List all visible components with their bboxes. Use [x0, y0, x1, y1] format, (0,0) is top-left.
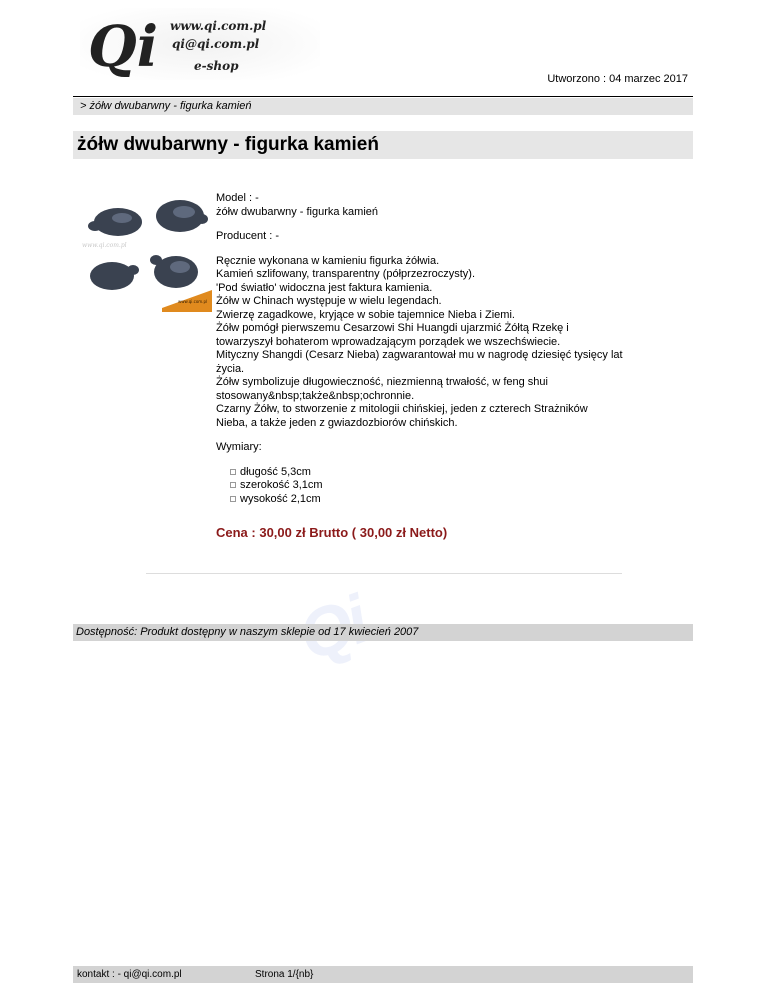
- created-date: Utworzono : 04 marzec 2017: [547, 73, 688, 85]
- footer: [73, 966, 693, 983]
- price: Cena : 30,00 zł Brutto ( 30,00 zł Netto): [216, 525, 448, 540]
- description-line: życia.: [216, 362, 245, 375]
- dimension-item: długość 5,3cm: [230, 466, 676, 480]
- logo-email: qi@qi.com.pl: [172, 37, 260, 51]
- content-divider: [146, 573, 622, 574]
- product-description: [216, 255, 676, 431]
- footer-contact[interactable]: kontakt : - qi@qi.com.pl: [77, 969, 182, 980]
- description-line: Ręcznie wykonana w kamieniu figurka żółwia.: [216, 254, 440, 267]
- page-number: Strona 1/{nb}: [255, 969, 314, 980]
- description-line: Mityczny Shangdi (Cesarz Nieba) zagwarantował mu w nagrodę dziesięć tysięcy lat: [216, 349, 623, 361]
- description-line: Żółw symbolizuje długowieczność, niezmienną trwałość, w feng shui: [216, 376, 548, 388]
- dimension-item: szerokość 3,1cm: [230, 479, 676, 493]
- image-watermark: www.qi.com.pl: [82, 242, 127, 249]
- description-line: stosowany&nbsp;także&nbsp;ochronnie.: [216, 389, 415, 402]
- description-line: Zwierzę zagadkowe, kryjące w sobie tajemnice Nieba i Ziemi.: [216, 308, 515, 321]
- producer-label: Producent : -: [216, 230, 279, 242]
- dimensions-list: [216, 466, 676, 507]
- shop-logo: [80, 8, 320, 80]
- description-line: Żółw pomógł pierwszemu Cesarzowi Shi Huangdi ujarzmić Żółtą Rzekę i: [216, 322, 569, 334]
- header-divider: [73, 96, 693, 97]
- description-line: Czarny Żółw, to stworzenie z mitologii chińskiej, jeden z czterech Strażników: [216, 403, 588, 415]
- description-line: Żółw w Chinach występuje w wielu legendach.: [216, 295, 442, 307]
- logo-url: www.qi.com.pl: [170, 19, 267, 33]
- product-image: [80, 192, 212, 312]
- description-line: towarzyszył bohaterom wprowadzającym porządek we wszechświecie.: [216, 335, 561, 348]
- logo-brand: Qi: [88, 14, 159, 80]
- availability-bar: Dostępność: Produkt dostępny w naszym sklepie od 17 kwiecień 2007: [73, 624, 693, 641]
- dimensions-label: Wymiary:: [216, 441, 262, 453]
- model-value: żółw dwubarwny - figurka kamień: [216, 205, 379, 218]
- logo-eshop: e-shop: [194, 59, 239, 73]
- description-line: Kamień szlifowany, transparentny (półprzezroczysty).: [216, 268, 476, 280]
- description-line: Nieba, a także jeden z gwiazdozbiorów chińskich.: [216, 416, 458, 429]
- dimension-item: wysokość 2,1cm: [230, 493, 676, 507]
- product-info: [216, 192, 676, 506]
- image-watermark-corner: www.qi.com.pl: [178, 299, 208, 304]
- page-title: żółw dwubarwny - figurka kamień: [73, 131, 693, 159]
- breadcrumb[interactable]: > żółw dwubarwny - figurka kamień: [73, 98, 693, 115]
- model-label: Model : -: [216, 192, 259, 204]
- description-line: 'Pod światło' widoczna jest faktura kamienia.: [216, 281, 433, 294]
